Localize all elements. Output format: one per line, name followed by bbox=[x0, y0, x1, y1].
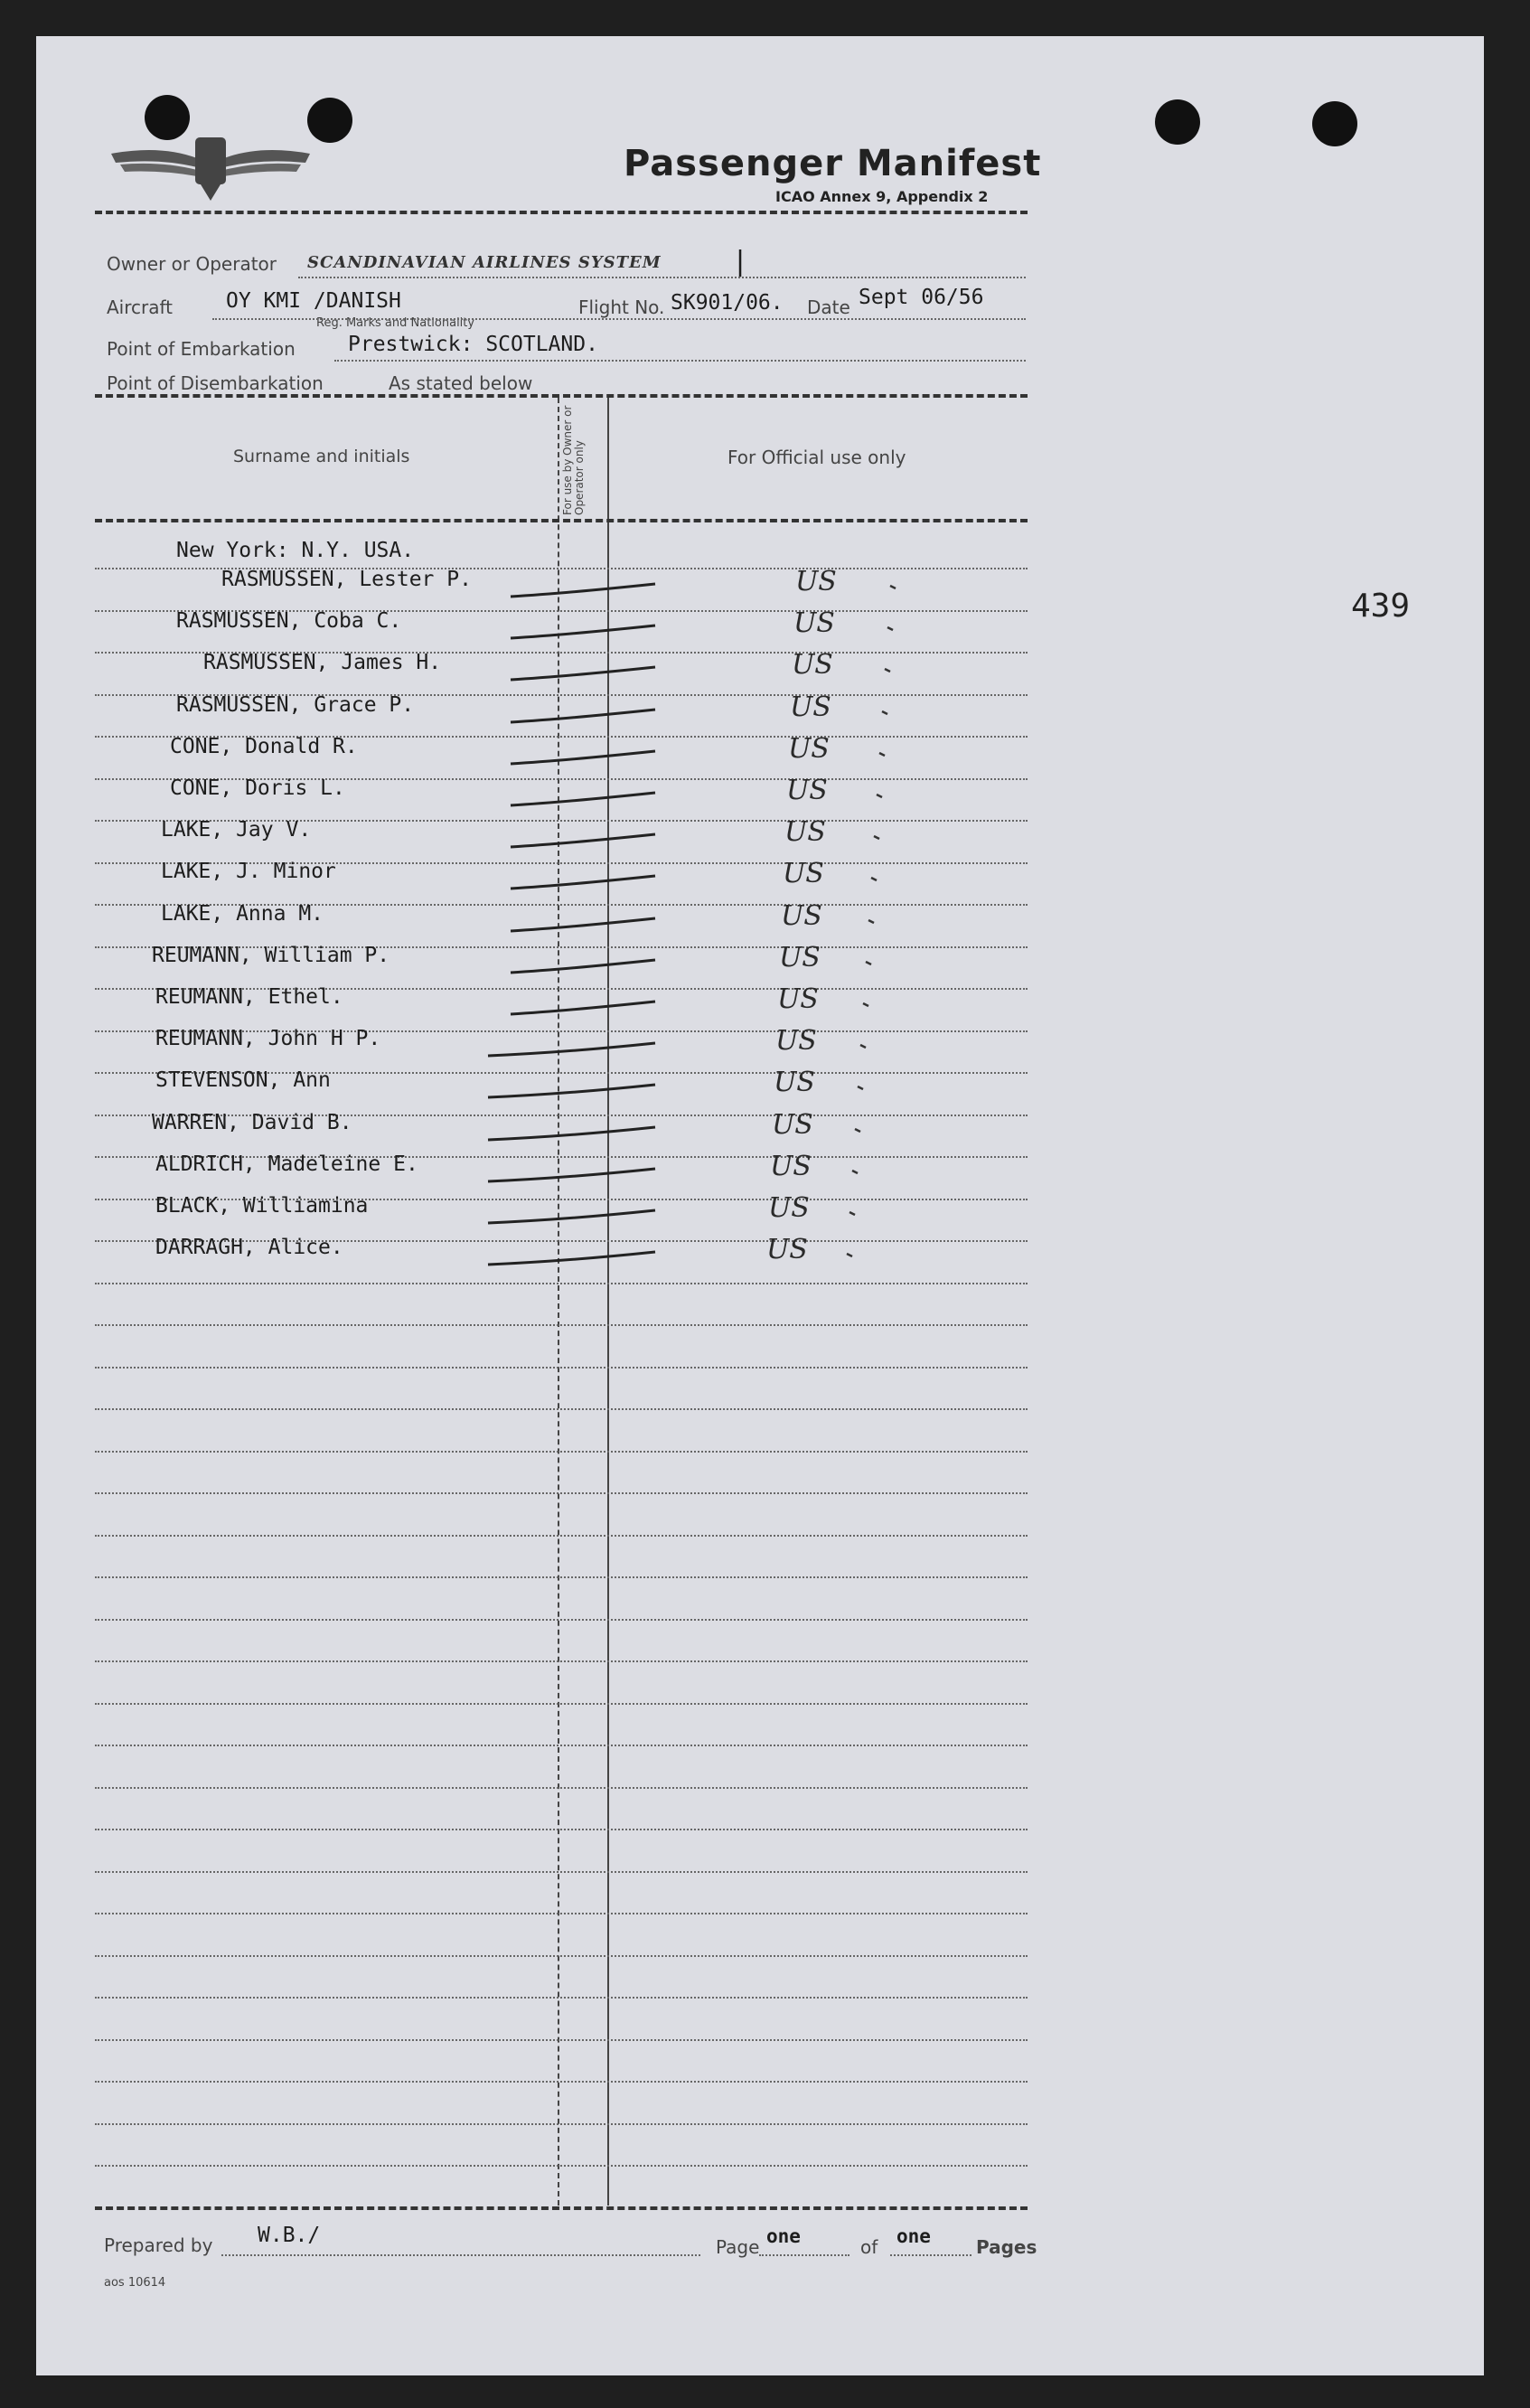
page-value: one bbox=[766, 2225, 801, 2247]
document-title: Passenger Manifest bbox=[624, 143, 1042, 184]
official-tick-stroke bbox=[890, 586, 896, 588]
owner-check-stroke bbox=[488, 1210, 655, 1223]
official-tick-stroke bbox=[879, 753, 885, 756]
official-nationality-mark: US bbox=[774, 1067, 815, 1098]
official-tick-stroke bbox=[885, 669, 890, 672]
official-nationality-mark: US bbox=[788, 733, 830, 765]
official-nationality-mark: US bbox=[768, 1192, 810, 1224]
passenger-name: RASMUSSEN, Grace P. bbox=[176, 693, 415, 717]
date-value: Sept 06/56 bbox=[859, 286, 984, 309]
official-tick-stroke bbox=[849, 1212, 855, 1215]
surname-column-heading: Surname and initials bbox=[233, 447, 410, 466]
passenger-name: LAKE, Anna M. bbox=[161, 902, 324, 926]
official-nationality-mark: US bbox=[775, 1025, 817, 1057]
official-tick-stroke bbox=[847, 1254, 852, 1256]
passenger-name: BLACK, Williamina bbox=[155, 1194, 369, 1218]
prepared-line bbox=[221, 2254, 700, 2256]
passenger-name: RASMUSSEN, Coba C. bbox=[176, 609, 402, 633]
of-value: one bbox=[896, 2225, 931, 2247]
form-code: aos 10614 bbox=[104, 2276, 166, 2290]
aircraft-value: OY KMI /DANISH bbox=[226, 289, 401, 313]
official-tick-stroke bbox=[874, 836, 879, 839]
passenger-name: WARREN, David B. bbox=[152, 1111, 352, 1134]
owner-separator: | bbox=[732, 246, 749, 277]
official-tick-stroke bbox=[868, 920, 874, 923]
document-subtitle: ICAO Annex 9, Appendix 2 bbox=[775, 188, 989, 205]
owner-check-stroke bbox=[511, 876, 655, 889]
of-label: of bbox=[860, 2236, 878, 2258]
passenger-name: CONE, Doris L. bbox=[170, 776, 345, 800]
passenger-name: CONE, Donald R. bbox=[170, 735, 358, 758]
date-label: Date bbox=[807, 296, 850, 318]
official-nationality-mark: US bbox=[766, 1234, 808, 1265]
disembarkation-value: As stated below bbox=[389, 372, 533, 394]
owner-label: Owner or Operator bbox=[107, 253, 277, 275]
owner-check-stroke bbox=[511, 626, 655, 638]
passenger-name: REUMANN, William P. bbox=[152, 944, 390, 967]
passenger-name: STEVENSON, Ann bbox=[155, 1068, 331, 1092]
passenger-name: DARRAGH, Alice. bbox=[155, 1236, 343, 1259]
owner-check-stroke bbox=[511, 834, 655, 847]
official-tick-stroke bbox=[871, 878, 877, 880]
passenger-name: ALDRICH, Madeleine E. bbox=[155, 1152, 418, 1176]
official-tick-stroke bbox=[877, 795, 882, 797]
owner-check-stroke bbox=[511, 1002, 655, 1014]
owner-check-stroke bbox=[511, 710, 655, 722]
flight-label: Flight No. bbox=[578, 296, 665, 318]
disembarkation-label: Point of Disembarkation bbox=[107, 372, 324, 394]
official-tick-stroke bbox=[887, 627, 893, 630]
pages-label: Pages bbox=[976, 2236, 1037, 2258]
official-nationality-mark: US bbox=[784, 816, 826, 848]
official-nationality-mark: US bbox=[772, 1109, 813, 1141]
official-tick-stroke bbox=[858, 1086, 863, 1089]
official-nationality-mark: US bbox=[786, 775, 828, 806]
page-line bbox=[759, 2254, 849, 2256]
official-nationality-mark: US bbox=[783, 858, 824, 889]
official-tick-stroke bbox=[863, 1003, 868, 1006]
official-nationality-mark: US bbox=[793, 607, 835, 639]
footer-rule bbox=[95, 2206, 1028, 2210]
official-nationality-mark: US bbox=[795, 566, 837, 597]
official-tick-stroke bbox=[855, 1129, 860, 1132]
owner-value: SCANDINAVIAN AIRLINES SYSTEM bbox=[307, 253, 662, 272]
of-line bbox=[890, 2254, 972, 2256]
official-nationality-mark: US bbox=[779, 942, 821, 974]
owner-check-stroke bbox=[488, 1127, 655, 1140]
destination-heading: New York: N.Y. USA. bbox=[176, 539, 415, 562]
passenger-name: RASMUSSEN, James H. bbox=[203, 651, 442, 674]
owner-use-column-heading: For use by Owner or Operator only bbox=[561, 405, 586, 515]
passenger-name: LAKE, Jay V. bbox=[161, 818, 312, 842]
passenger-name: REUMANN, John H P. bbox=[155, 1027, 381, 1050]
aircraft-sublabel: Reg. Marks and Nationality bbox=[316, 316, 475, 330]
embarkation-value: Prestwick: SCOTLAND. bbox=[348, 333, 598, 356]
official-tick-stroke bbox=[882, 711, 887, 714]
official-nationality-mark: US bbox=[770, 1151, 812, 1182]
embarkation-label: Point of Embarkation bbox=[107, 338, 296, 360]
official-nationality-mark: US bbox=[790, 691, 831, 723]
owner-check-stroke bbox=[511, 960, 655, 973]
owner-check-stroke bbox=[488, 1085, 655, 1097]
owner-check-stroke bbox=[511, 751, 655, 764]
owner-check-stroke bbox=[511, 667, 655, 680]
owner-check-stroke bbox=[511, 918, 655, 931]
flight-value: SK901/06. bbox=[671, 291, 784, 315]
owner-check-stroke bbox=[488, 1043, 655, 1056]
prepared-label: Prepared by bbox=[104, 2234, 213, 2256]
owner-check-stroke bbox=[488, 1252, 655, 1265]
page-number-stamp: 439 bbox=[1351, 588, 1411, 625]
official-column-heading: For Official use only bbox=[727, 447, 906, 468]
official-tick-stroke bbox=[866, 962, 871, 964]
owner-check-stroke bbox=[511, 793, 655, 805]
prepared-value: W.B./ bbox=[258, 2224, 321, 2247]
owner-check-stroke bbox=[511, 584, 655, 597]
passenger-name: REUMANN, Ethel. bbox=[155, 985, 343, 1009]
official-nationality-mark: US bbox=[777, 983, 819, 1015]
official-nationality-mark: US bbox=[781, 900, 822, 932]
official-nationality-mark: US bbox=[792, 649, 833, 681]
official-tick-stroke bbox=[852, 1171, 858, 1173]
official-tick-stroke bbox=[860, 1045, 866, 1048]
aircraft-label: Aircraft bbox=[107, 296, 174, 318]
passenger-name: RASMUSSEN, Lester P. bbox=[221, 568, 472, 591]
page-label: Page bbox=[716, 2236, 760, 2258]
passenger-name: LAKE, J. Minor bbox=[161, 860, 336, 883]
owner-check-stroke bbox=[488, 1169, 655, 1181]
